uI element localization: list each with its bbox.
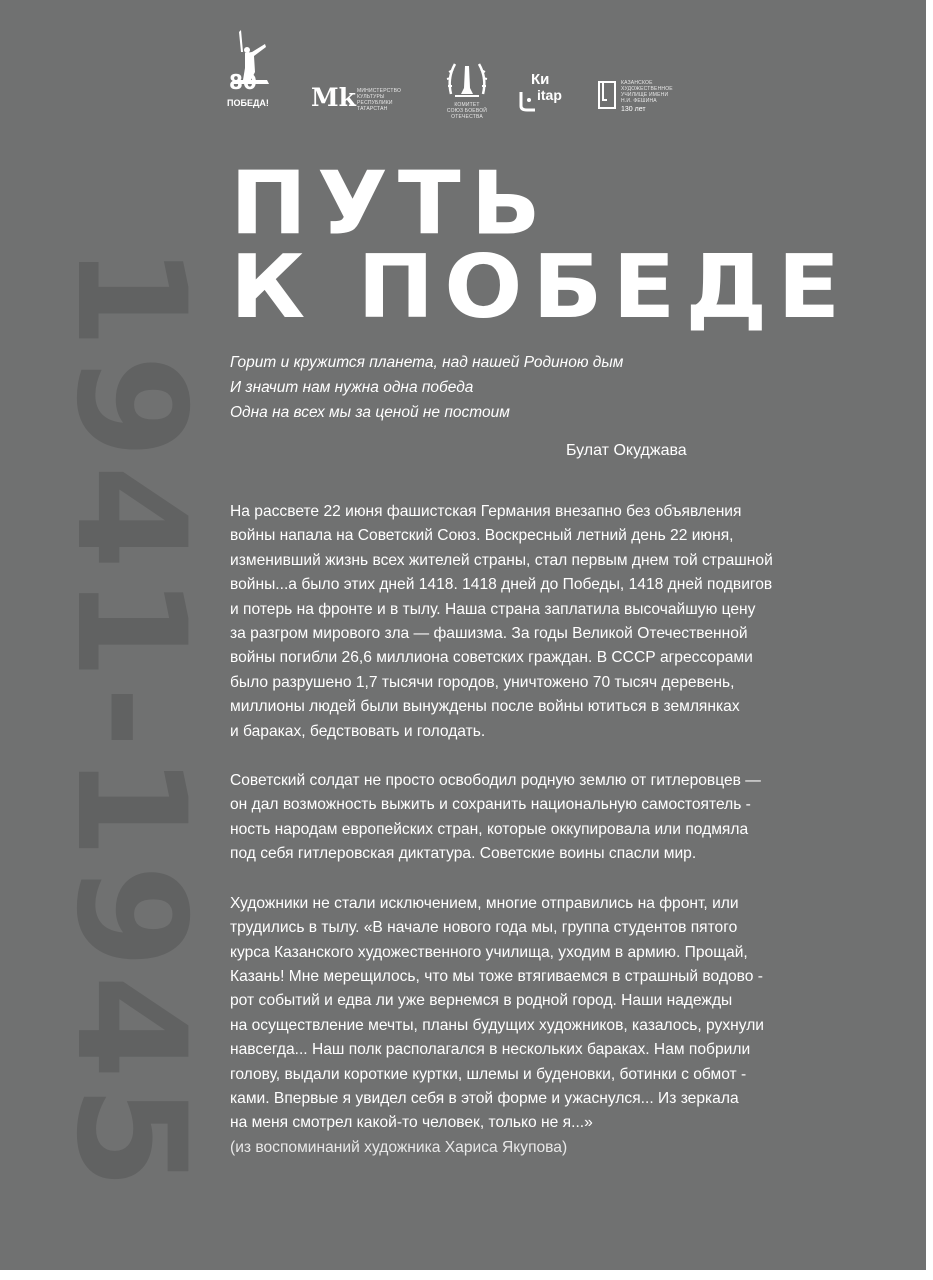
ministry-mark: Mk <box>311 83 356 112</box>
text-line: под себя гитлеровская диктатура. Советские воины спасли мир. <box>230 845 697 863</box>
school-line: КАЗАНСКОЕ <box>621 80 653 86</box>
ministry-line: КУЛЬТУРЫ <box>357 94 385 100</box>
text-line: навсегда... Наш полк располагался в нескольких бараках. Нам побрили <box>230 1041 751 1059</box>
page-title <box>230 152 851 338</box>
school-years: 130 лет <box>621 106 646 113</box>
school-line: Н.И. ФЕШИНА <box>621 98 657 104</box>
poem-line: Горит и кружится планета, над нашей Родиною дым <box>230 354 624 371</box>
article-body <box>230 500 850 1160</box>
text-line: на осуществление мечты, планы будущих художников, казалось, рухнули <box>230 1016 765 1034</box>
text-line: курса Казанского художественного училища, уходим в армию. Прощай, <box>230 943 748 961</box>
combat-brotherhood-logo <box>445 58 489 122</box>
text-line: и бараках, бедствовать и голодать. <box>230 722 486 740</box>
text-line: На рассвете 22 июня фашистская Германия внезапно без объявления <box>230 503 742 520</box>
text-line: трудились в тылу. «В начале нового года мы, группа студентов пятого <box>230 919 738 937</box>
paragraph <box>230 892 850 1160</box>
ministry-line: МИНИСТЕРСТВО <box>357 88 402 94</box>
kitap-line1: Ки <box>531 71 550 88</box>
ministry-line: ТАТАРСТАН <box>357 106 388 112</box>
text-line: он дал возможность выжить и сохранить национальную самостоятель - <box>230 796 751 814</box>
title-line-2: К ПОБЕДЕ <box>230 236 851 338</box>
ministry-culture-logo <box>311 84 411 118</box>
text-line: ками. Впервые я увидел себя в этой форме и ужаснулся... Из зеркала <box>230 1089 739 1107</box>
school-line: УЧИЛИЩЕ ИМЕНИ <box>621 92 669 98</box>
text-line: ность народам европейских стран, которые оккупировала или подмяла <box>230 820 749 838</box>
victory-caption: ПОБЕДА! <box>227 98 269 108</box>
source-note: (из воспоминаний художника Хариса Якупова) <box>230 1138 568 1156</box>
ministry-line: РЕСПУБЛИКИ <box>357 100 393 106</box>
text-line: войны погибли 26,6 миллиона советских граждан. В СССР агрессорами <box>230 649 753 667</box>
text-line: Художники не стали исключением, многие отправились на фронт, или <box>230 894 739 912</box>
text-line: войны...а было этих дней 1418. 1418 дней до Победы, 1418 дней подвигов <box>230 576 773 594</box>
committee-line: СОЮЗ БОЕВОЙ <box>446 108 488 114</box>
poem-line: И значит нам нужна одна победа <box>230 379 474 396</box>
poem-line: Одна на всех мы за ценой не постоим <box>230 404 510 421</box>
text-line: войны напала на Советский Союз. Воскресный летний день 22 июня, <box>230 527 734 545</box>
text-line: за разгром мирового зла — фашизма. За годы Великой Отечественной <box>230 625 748 643</box>
paragraph <box>230 769 850 867</box>
epigraph-poem <box>230 350 623 425</box>
text-line: на меня смотрел какой-то человек, только не я...» <box>230 1114 593 1132</box>
text-line: и потерь на фронте и в тылу. Наша страна заплатила высочайшую цену <box>230 600 756 618</box>
text-line: было разрушено 1,7 тысячи городов, уничтожено 70 тысяч деревень, <box>230 673 735 691</box>
paragraph <box>230 500 850 744</box>
victory-number: 80 <box>229 70 257 94</box>
text-line: голову, выдали короткие куртки, шлемы и буденовки, ботинки с обмот - <box>230 1065 747 1083</box>
committee-line: ОТЕЧЕСТВА <box>451 114 483 120</box>
years-text: 1941-1945 <box>43 244 217 1196</box>
kitap-logo <box>519 72 569 116</box>
text-line: миллионы людей были вынуждены после войны ютиться в землянках <box>230 698 740 716</box>
text-line: Советский солдат не просто освободил родную землю от гитлеровцев — <box>230 772 761 790</box>
victory-80-logo <box>225 28 275 118</box>
art-school-emblem-icon <box>597 80 617 110</box>
vertical-years-watermark <box>43 170 217 1270</box>
art-school-logo <box>597 80 677 120</box>
kitap-line2: itap <box>537 87 562 103</box>
title-line-1: ПУТЬ <box>230 152 551 255</box>
poem-author: Булат Окуджава <box>566 442 687 459</box>
partner-logos <box>225 28 685 128</box>
committee-line: КОМИТЕТ <box>454 102 480 108</box>
laurel-wreath-icon <box>445 58 489 102</box>
text-line: изменивший жизнь всех жителей страны, стал первым днем той страшной <box>230 551 773 569</box>
text-line: Казань! Мне мерещилось, что мы тоже втягиваемся в страшный водово - <box>230 967 763 985</box>
school-line: ХУДОЖЕСТВЕННОЕ <box>621 86 673 92</box>
tatar-script-icon <box>519 88 537 112</box>
text-line: рот событий и едва ли уже вернемся в родной город. Наши надежды <box>230 992 733 1010</box>
